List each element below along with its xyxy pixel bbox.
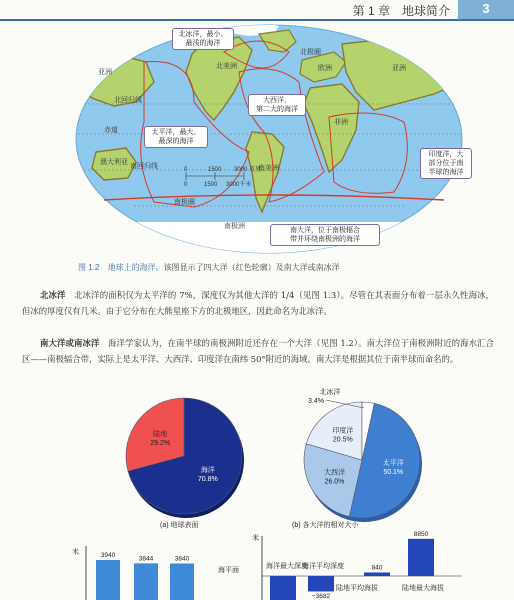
paragraph-southern	[22, 335, 494, 367]
pie-b-name-0: 太平洋	[382, 459, 404, 467]
bar-a-bar-0	[96, 560, 120, 600]
bar-chart-elevation	[218, 530, 462, 600]
label-asia-right: 亚洲	[392, 65, 406, 72]
svg-text:1500: 1500	[208, 167, 222, 173]
label-europe: 欧洲	[318, 65, 332, 72]
label-tropic-cancer: 北回归线	[114, 97, 142, 104]
page-header	[0, 0, 514, 20]
pie-b-name-2: 印度洋	[332, 427, 354, 435]
term-southern: 南大洋或南冰洋	[40, 338, 100, 348]
bar-b-category-0: 海洋最大深度	[266, 563, 308, 570]
figure-title: 地球上的海洋。	[107, 263, 164, 272]
pie-b-value-1: 26.0%	[324, 478, 345, 486]
bar-b-bar-1	[308, 576, 334, 591]
bar-b-value-1: −3682	[311, 593, 331, 600]
pie-a-value-1: 29.2%	[150, 439, 171, 447]
pie-b-name-1: 大西洋	[323, 469, 345, 477]
text-southern: 海洋学家认为，在南半球的南极洲附近还存在一个大洋（见图 1.2）。南大洋位于南极洲附近的海水汇合区——南极辐合带，实际上是太平洋、大西洋、印度洋在南纬 50°附近的海域。南大洋是根据其位于南半球而命名的。	[22, 338, 495, 364]
label-asia-left: 亚洲	[98, 69, 112, 76]
svg-text:0: 0	[184, 182, 188, 188]
callout-atlantic: 大西洋， 第二大的海洋	[248, 94, 306, 116]
label-tropic-capricorn: 南回归线	[130, 163, 158, 170]
pie-a-caption: (a) 地球表面	[160, 522, 199, 529]
bar-b-value-3: 8850	[413, 530, 429, 538]
header-rule	[0, 19, 514, 21]
pie-b-value-0: 50.1%	[383, 468, 404, 476]
pie-ocean-sizes	[304, 387, 422, 522]
world-ocean-map	[74, 22, 464, 256]
bar-a-bar-2	[170, 564, 194, 600]
bar-a-ylabel: 米	[72, 549, 79, 556]
bar-chart-depth	[60, 532, 260, 600]
label-south-america: 南美洲	[258, 165, 279, 172]
bar-a-value-1: 3844	[138, 555, 154, 563]
label-north-america: 北美洲	[216, 63, 237, 70]
label-antarctic-circle: 南极圈	[174, 199, 195, 206]
label-antarctica: 南极洲	[224, 223, 245, 230]
bar-b-zero-label: 海平面	[218, 567, 239, 574]
pie-a-value-0: 70.8%	[197, 476, 218, 484]
callout-arctic: 北冰洋，最小、 最浅的海洋	[172, 28, 234, 50]
bar-b-category-1: 海洋平均深度	[302, 563, 344, 570]
bar-a-value-2: 3840	[174, 555, 190, 563]
svg-text:0: 0	[184, 167, 188, 173]
pie-charts	[96, 384, 436, 532]
label-africa: 非洲	[334, 119, 348, 126]
label-australia: 澳大利亚	[100, 159, 128, 166]
pie-earth-surface	[126, 398, 244, 518]
pie-a-name-0: 海洋	[200, 467, 215, 475]
pie-b-name-3: 北冰洋	[319, 389, 341, 396]
bar-b-category-2: 陆地平均海拔	[336, 585, 378, 592]
figure-1-2-caption	[78, 262, 340, 273]
svg-text:3000千米: 3000千米	[226, 182, 252, 188]
pie-b-value-2: 20.5%	[332, 436, 353, 444]
bar-b-bar-3	[408, 539, 434, 576]
chapter-title: 第 1 章 地球简介	[352, 4, 450, 18]
bar-b-bar-2	[364, 572, 390, 576]
figure-label: 图 1.2	[78, 263, 100, 272]
bar-b-value-2: 840	[371, 564, 383, 572]
svg-text:1500: 1500	[204, 182, 218, 188]
paragraph-arctic	[22, 287, 494, 319]
text-arctic: 北冰洋的面积仅为太平洋的 7%，深度仅为其他大洋的 1/4（见图 1.3）。尽管在其表面分布着一层永久性海冰，但冰的厚度仅有几米。由于它分布在大熊星座下方的北极地区，因此命名为北冰洋。	[22, 290, 495, 316]
pie-b-value-3: 3.4%	[308, 398, 324, 405]
bar-a-value-0: 3940	[100, 552, 116, 559]
label-north-pole-circle: 北极圈	[300, 49, 321, 56]
figure-desc: 该图显示了四大洋（红色轮廓）及南大洋或南冰洋	[163, 263, 340, 272]
label-equator: 赤道	[104, 127, 118, 134]
bar-b-bar-0	[270, 576, 296, 600]
bar-b-category-3: 陆地最大海拔	[402, 585, 444, 592]
callout-pacific: 太平洋，最大、 最深的海洋	[144, 126, 208, 148]
callout-southern: 南大洋，位于南极辐合 带并环绕南极洲的海洋	[270, 224, 380, 246]
pie-a-name-1: 陆地	[153, 430, 168, 438]
callout-indian: 印度洋，大 部分位于南 半球的海洋	[420, 148, 472, 179]
bar-b-ylabel: 米	[252, 535, 259, 542]
page-number: 3	[482, 1, 490, 16]
svg-text:3000 英里: 3000 英里	[234, 167, 262, 173]
page-number-box	[458, 0, 514, 20]
pie-b-caption: (b) 各大洋的相对大小	[292, 522, 359, 529]
bar-a-bar-1	[134, 563, 158, 600]
term-arctic: 北冰洋	[40, 290, 66, 300]
